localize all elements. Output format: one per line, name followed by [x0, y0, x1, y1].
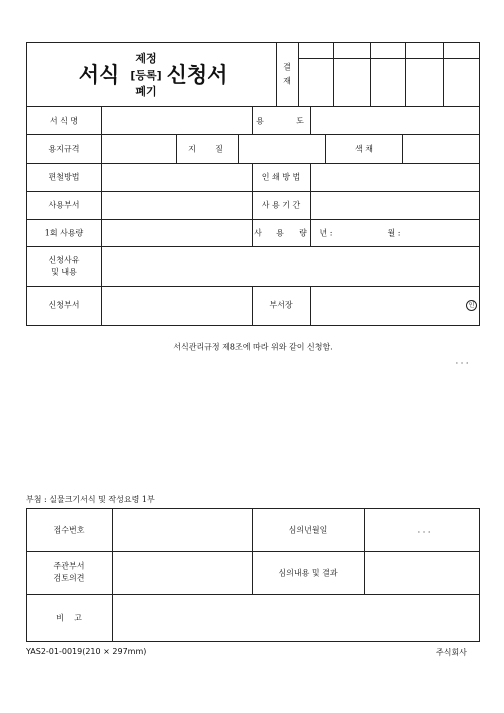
row-line	[26, 106, 480, 107]
attachment-note: 부첨 : 실물크기서식 및 작성요령 1부	[26, 495, 155, 504]
col-line	[252, 163, 253, 246]
company-name: 주식회사	[436, 648, 467, 657]
label-color: 색 채	[355, 144, 373, 154]
review-form-table	[26, 508, 480, 642]
label-usage-amount: 사	[254, 228, 262, 238]
title-divider	[276, 42, 277, 106]
col-line	[176, 134, 177, 163]
row-line	[26, 191, 480, 192]
title-left: 서식	[78, 63, 120, 87]
label-use-period: 사 용 기 간	[261, 200, 301, 210]
label-owner-dept-1: 주관부서	[53, 561, 85, 571]
label-usage-amount-3: 량	[299, 228, 307, 238]
title-middle: [등록]	[130, 69, 162, 82]
col-line	[252, 508, 253, 594]
label-owner-dept-2: 검토의견	[53, 573, 85, 583]
title-right: 신청서	[166, 63, 228, 87]
label-remarks-1: 비	[56, 613, 64, 623]
label-col-line	[112, 508, 113, 642]
label-col-line	[101, 106, 102, 326]
label-paper-quality-2: 질	[215, 144, 223, 154]
approval-divider	[298, 42, 299, 106]
approval-row-line	[298, 58, 480, 59]
label-applicant-dept: 신청부서	[48, 300, 80, 310]
col-line	[310, 286, 311, 326]
approval-col-line	[443, 42, 444, 106]
approval-col-line	[370, 42, 371, 106]
statement: 서식관리규정 제8조에 따라 위와 같이 신청함.	[173, 342, 333, 352]
label-usage-per-time: 1회 사용량	[44, 228, 84, 238]
label-user-dept: 사용부서	[48, 200, 80, 210]
col-line	[252, 286, 253, 326]
label-edit-method: 편철방법	[48, 172, 80, 182]
col-line	[402, 134, 403, 163]
label-review-result: 심의내용 및 결과	[278, 568, 338, 578]
title-top: 제정	[135, 52, 157, 65]
label-reason-1: 신청사유	[48, 255, 80, 265]
label-review-date: 심의년월일	[288, 525, 328, 535]
application-date: . . .	[455, 356, 469, 366]
label-month: 월 :	[387, 228, 401, 238]
label-form-name: 서 식 명	[49, 116, 79, 126]
col-line	[325, 134, 326, 163]
approval-label-1: 결	[283, 62, 291, 72]
label-usage-2: 도	[296, 116, 304, 126]
col-line	[364, 508, 365, 594]
approval-col-line	[405, 42, 406, 106]
seal-mark: 인	[466, 300, 477, 311]
col-line	[252, 106, 253, 134]
label-year: 년 :	[319, 228, 333, 238]
approval-label-2: 재	[283, 76, 291, 86]
review-date-value: . . .	[417, 525, 431, 535]
label-dept-head: 부서장	[269, 300, 293, 310]
label-usage: 용	[256, 116, 264, 126]
col-line	[238, 134, 239, 163]
row-line	[26, 286, 480, 287]
row-line	[26, 551, 480, 552]
approval-col-line	[333, 42, 334, 106]
row-line	[26, 134, 480, 135]
label-paper-quality: 지	[188, 144, 196, 154]
label-reason-2: 및 내용	[51, 267, 77, 277]
row-line	[26, 163, 480, 164]
form-code: YAS2-01-0019(210 × 297mm)	[26, 647, 147, 656]
col-line	[310, 106, 311, 134]
col-line	[310, 163, 311, 246]
title-bottom: 폐기	[135, 85, 157, 98]
row-line	[26, 594, 480, 595]
row-line	[26, 246, 480, 247]
row-line	[26, 219, 480, 220]
label-paper-size: 용지규격	[48, 144, 80, 154]
label-print-method: 인 쇄 방 법	[261, 172, 301, 182]
label-usage-amount-2: 용	[276, 228, 284, 238]
label-receipt-no: 접수번호	[53, 525, 85, 535]
label-remarks-2: 고	[74, 613, 82, 623]
